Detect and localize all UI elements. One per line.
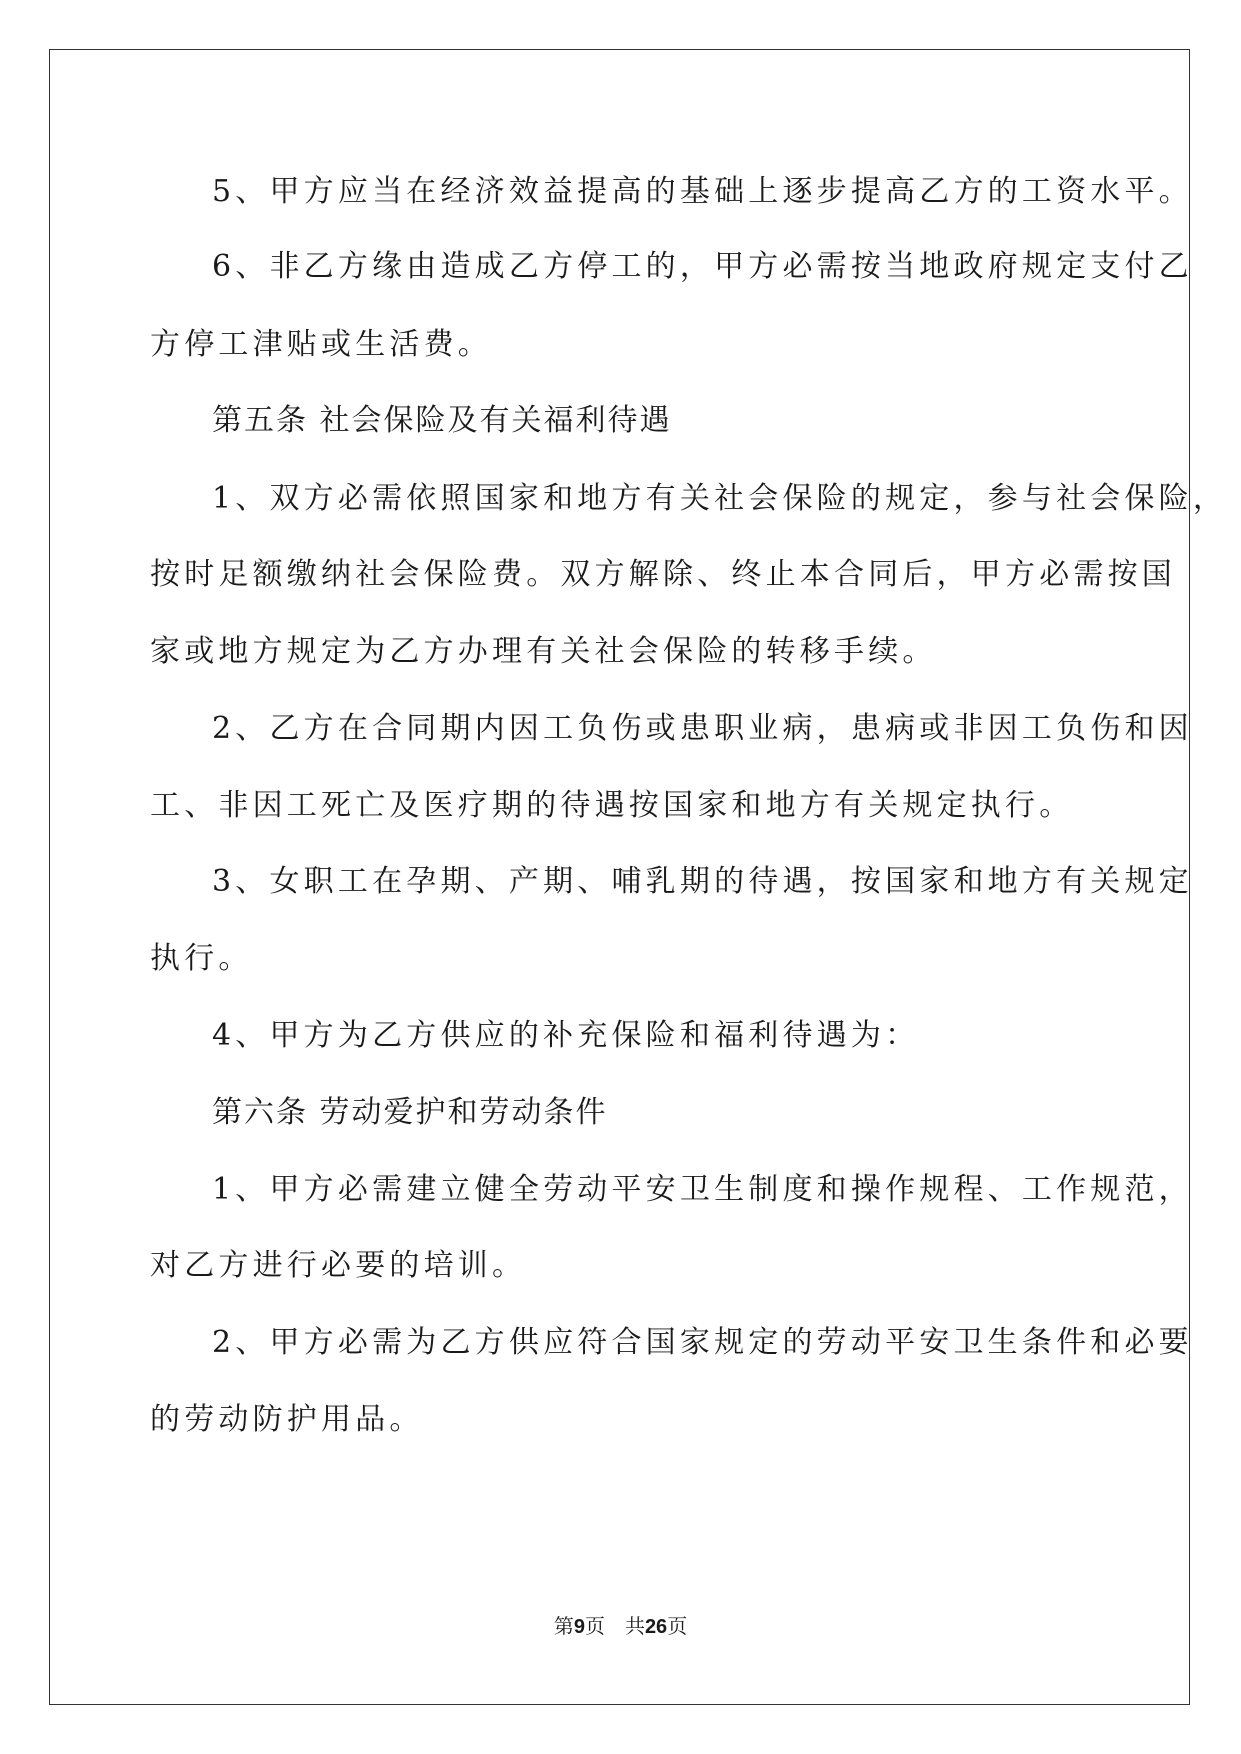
page-number: 9 [573, 1616, 585, 1638]
paragraph-line: 按时足额缴纳社会保险费。双方解除、终止本合同后，甲方必需按国 [150, 557, 1176, 592]
paragraph-line: 2、乙方在合同期内因工负伤或患职业病，患病或非因工负伤和因 [212, 711, 1193, 746]
paragraph-line: 执行。 [150, 941, 253, 976]
paragraph-line: 工、非因工死亡及医疗期的待遇按国家和地方有关规定执行。 [150, 788, 1074, 823]
paragraph-line: 2、甲方必需为乙方供应符合国家规定的劳动平安卫生条件和必要 [212, 1325, 1193, 1360]
paragraph-line: 方停工津贴或生活费。 [150, 327, 492, 362]
paragraph-line: 5、甲方应当在经济效益提高的基础上逐步提高乙方的工资水平。 [212, 174, 1193, 209]
section-heading: 第五条 社会保险及有关福利待遇 [212, 403, 672, 438]
page-suffix: 页 [584, 1614, 605, 1638]
page-footer [0, 1614, 1241, 1639]
section-heading: 第六条 劳动爱护和劳动条件 [212, 1095, 608, 1130]
paragraph-line: 4、甲方为乙方供应的补充保险和福利待遇为： [212, 1018, 920, 1053]
paragraph-line: 1、双方必需依照国家和地方有关社会保险的规定，参与社会保险， [212, 481, 1228, 516]
paragraph-line: 家或地方规定为乙方办理有关社会保险的转移手续。 [150, 634, 937, 669]
paragraph-line: 6、非乙方缘由造成乙方停工的，甲方必需按当地政府规定支付乙 [212, 249, 1193, 284]
total-pages: 26 [644, 1616, 668, 1638]
paragraph-line: 1、甲方必需建立健全劳动平安卫生制度和操作规程、工作规范， [212, 1172, 1193, 1207]
paragraph-line: 对乙方进行必要的培训。 [150, 1248, 527, 1283]
total-suffix: 页 [667, 1614, 688, 1638]
total-prefix: 共 [624, 1614, 645, 1638]
paragraph-line: 3、女职工在孕期、产期、哺乳期的待遇，按国家和地方有关规定 [212, 864, 1193, 899]
paragraph-line: 的劳动防护用品。 [150, 1402, 424, 1437]
page-prefix: 第 [553, 1614, 574, 1638]
